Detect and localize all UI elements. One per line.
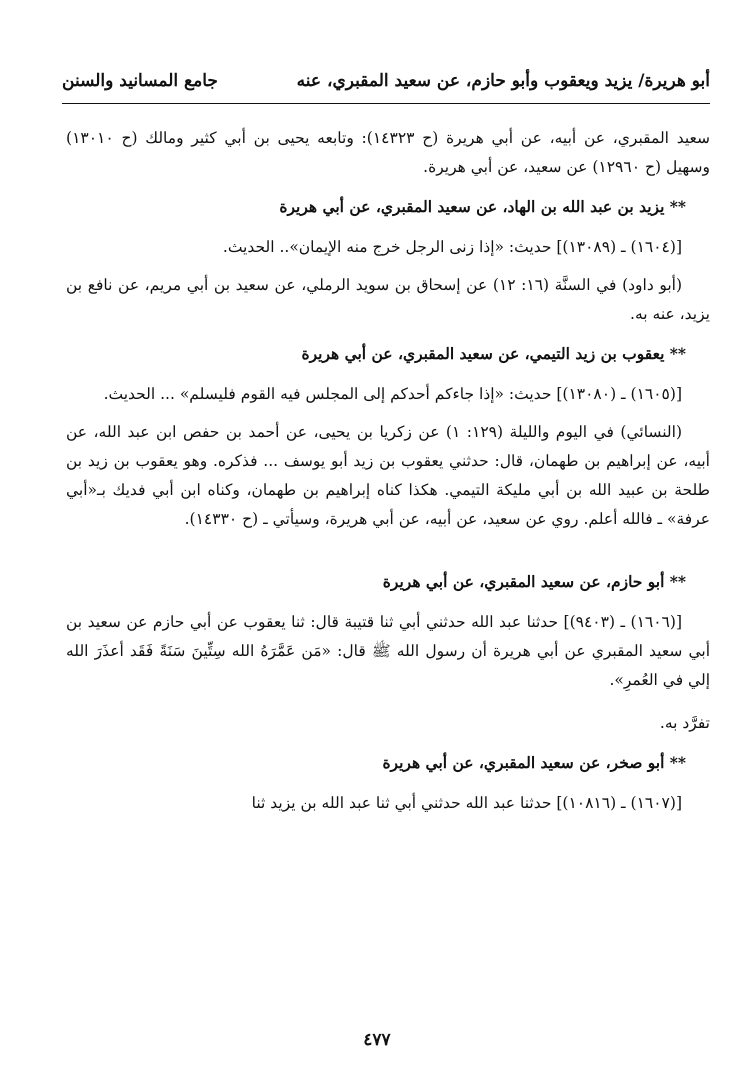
section-heading: ** أبو صخر، عن سعيد المقبري، عن أبي هريرة: [382, 753, 686, 772]
running-header: [62, 66, 710, 96]
section-heading: ** أبو حازم، عن سعيد المقبري، عن أبي هريرة: [382, 572, 686, 591]
hadith-entry: [(١٦٠٥) ـ (١٣٠٨٠)] حديث: «إذا جاءكم أحدكم إلى المجلس فيه القوم فليسلم» ... الحديث.: [103, 385, 682, 403]
header-divider: [62, 103, 710, 104]
hadith-entry: [(١٦٠٦) ـ (٩٤٠٣)] حدثنا عبد الله حدثني أبي ثنا قتيبة قال: ثنا يعقوب عن أبي حازم عن سعيد بن أبي سعيد المقبري عن أبي هريرة أن رسول الله ﷺ قال: «مَن عَمَّرَهُ الله سِتِّينَ سَنَةً فَقَد أعذَرَ الله إلي في العُمرِ».: [66, 613, 710, 689]
spacer: [66, 543, 710, 557]
page-number: ٤٧٧: [363, 1030, 391, 1050]
page-body: [66, 124, 710, 827]
section-heading: ** يعقوب بن زيد التيمي، عن سعيد المقبري، عن أبي هريرة: [301, 344, 686, 363]
paragraph: (أبو داود) في السنَّة (١٦: ١٢) عن إسحاق بن سويد الرملي، عن سعيد بن أبي مريم، عن نافع بن يزيد، عنه به.: [66, 276, 710, 323]
hadith-entry: [(١٦٠٤) ـ (١٣٠٨٩)] حديث: «إذا زنى الرجل خرج منه الإيمان».. الحديث.: [222, 238, 682, 256]
header-book-title: جامع المسانيد والسنن: [62, 71, 218, 91]
section-heading: ** يزيد بن عبد الله بن الهاد، عن سعيد المقبري، عن أبي هريرة: [279, 197, 686, 216]
paragraph: (النسائي) في اليوم والليلة (١٢٩: ١) عن زكريا بن يحيى، عن أحمد بن حفص ابن عبد الله، عن أبيه، عن إبراهيم بن طهمان، قال: حدثني يعقوب بن زيد أبو يوسف ... فذكره. وهو يعقوب بن زيد بن طلحة بن عبيد الله بن أبي مليكة التيمي. هكذا كناه إبراهيم بن طهمان، وكناه ابن أبي فديك بـ«أبي عرفة» ـ فالله أعلم. روي عن سعيد، عن أبيه، عن أبي هريرة، وسيأتي ـ (ح ١٤٣٣٠).: [66, 423, 710, 528]
hadith-entry: [(١٦٠٧) ـ (١٠٨١٦)] حدثنا عبد الله حدثني أبي ثنا عبد الله بن يزيد ثنا: [251, 794, 682, 812]
header-chapter-title: أبو هريرة/ يزيد ويعقوب وأبو حازم، عن سعيد المقبري، عنه: [296, 71, 710, 91]
paragraph: سعيد المقبري، عن أبيه، عن أبي هريرة (ح ١٤٣٢٣): وتابعه يحيى بن أبي كثير ومالك (ح ١٣٠١٠) وسهيل (ح ١٢٩٦٠) عن سعيد، عن أبي هريرة.: [66, 129, 711, 176]
paragraph: تفرَّد به.: [659, 714, 710, 732]
